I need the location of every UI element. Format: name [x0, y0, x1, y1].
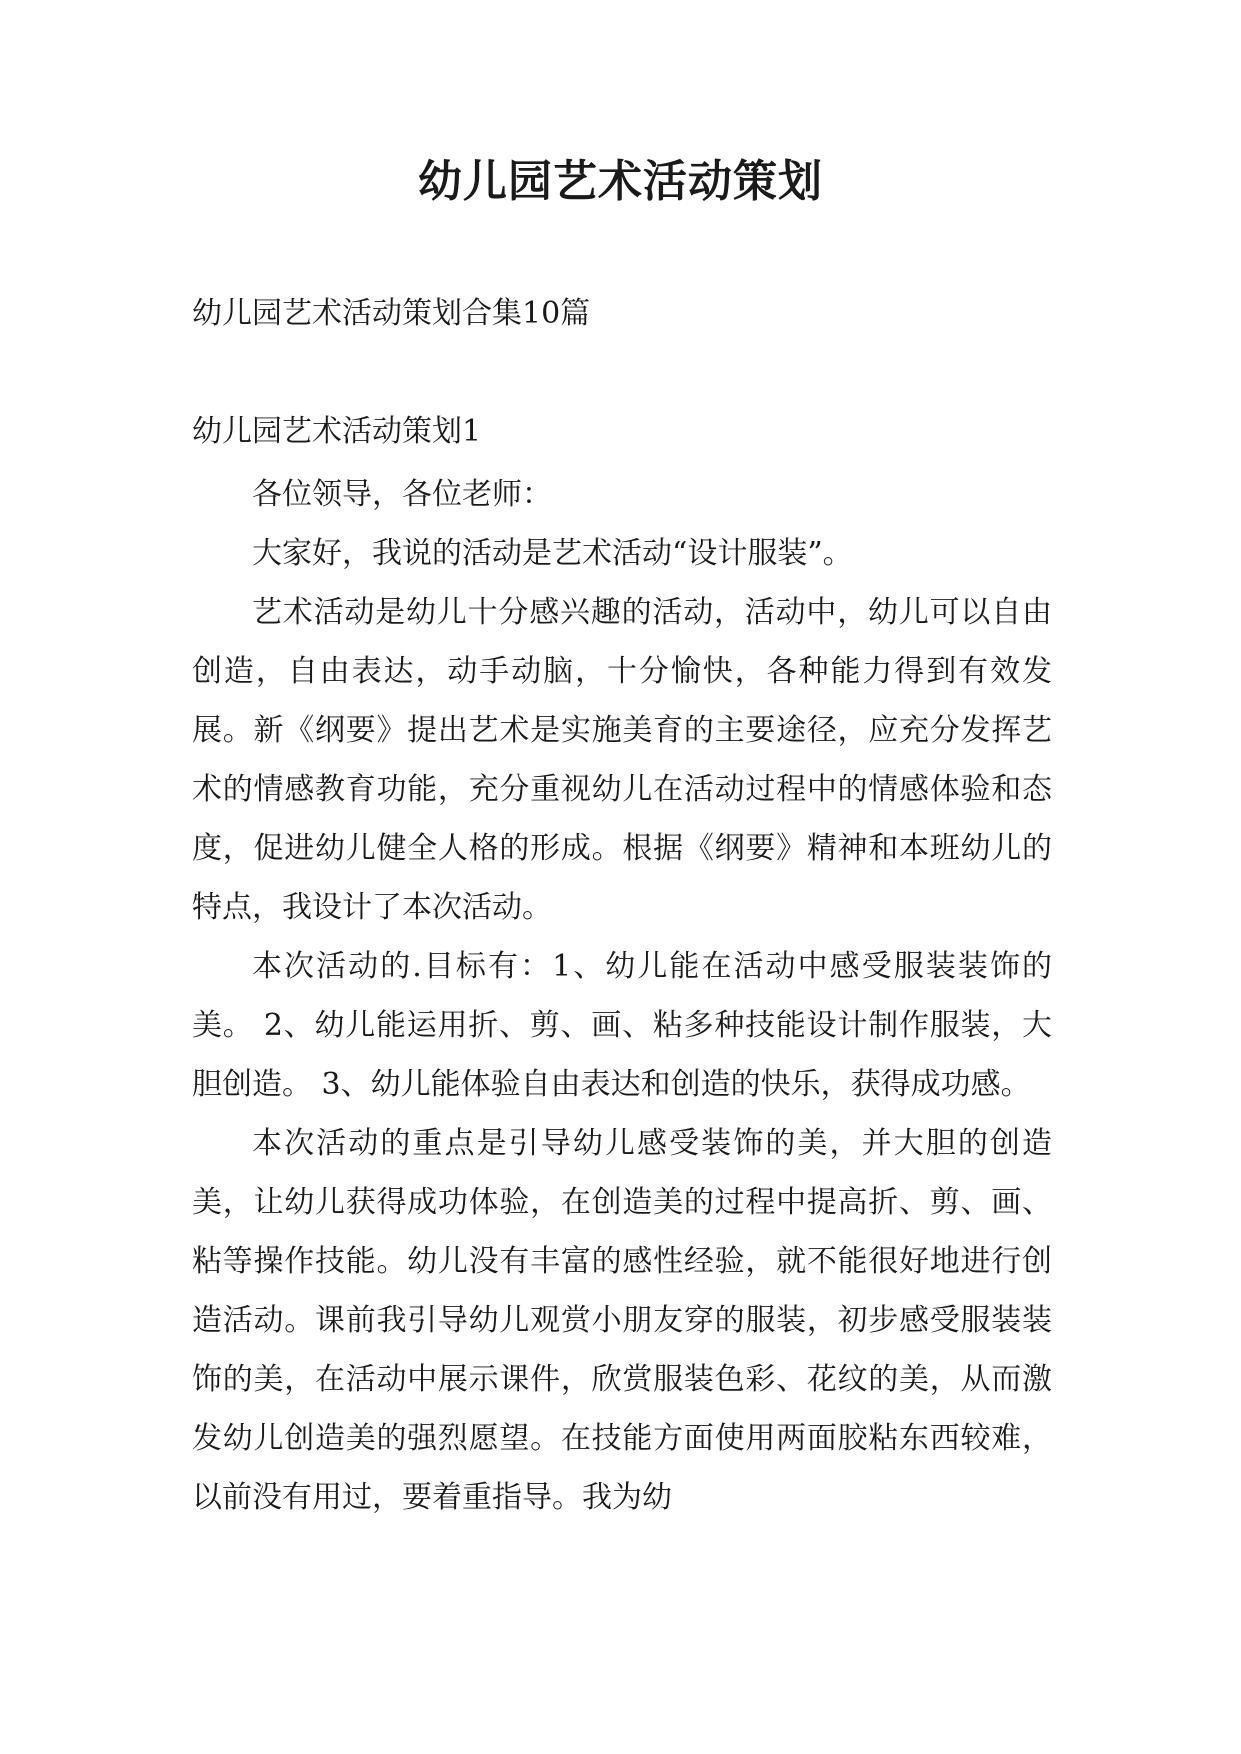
paragraph: 大家好，我说的活动是艺术活动“设计服装”。	[252, 536, 853, 571]
paragraph: 各位领导，各位老师：	[252, 477, 552, 512]
paragraph: 本次活动的重点是引导幼儿感受装饰的美，并大胆的创造美，让幼儿获得成功体验，在创造美的过程中提高折、剪、画、粘等操作技能。幼儿没有丰富的感性经验，就不能很好地进行创造活动。课前我引导幼儿观赏小朋友穿的服装，初步感受服装装饰的美，在活动中展示课件，欣赏服装色彩、花纹的美，从而激发幼儿创造美的强烈愿望。在技能方面使用两面胶粘东西较难，以前没有用过，要着重指导。我为幼	[192, 1126, 1052, 1515]
paragraph: 艺术活动是幼儿十分感兴趣的活动，活动中，幼儿可以自由创造，自由表达，动手动脑，十分愉快，各种能力得到有效发展。新《纲要》提出艺术是实施美育的主要途径，应充分发挥艺术的情感教育功能，充分重视幼儿在活动过程中的情感体验和态度，促进幼儿健全人格的形成。根据《纲要》精神和本班幼儿的特点，我设计了本次活动。	[192, 595, 1052, 925]
document-subtitle: 幼儿园艺术活动策划合集10篇	[192, 296, 591, 331]
document-title: 幼儿园艺术活动策划	[418, 156, 823, 207]
body-text	[192, 465, 1052, 1527]
section-heading: 幼儿园艺术活动策划1	[192, 414, 482, 449]
paragraph: 本次活动的.目标有：1、幼儿能在活动中感受服装装饰的美。 2、幼儿能运用折、剪、画、粘多种技能设计制作服装，大胆创造。 3、幼儿能体验自由表达和创造的快乐，获得成功感。	[192, 949, 1052, 1102]
